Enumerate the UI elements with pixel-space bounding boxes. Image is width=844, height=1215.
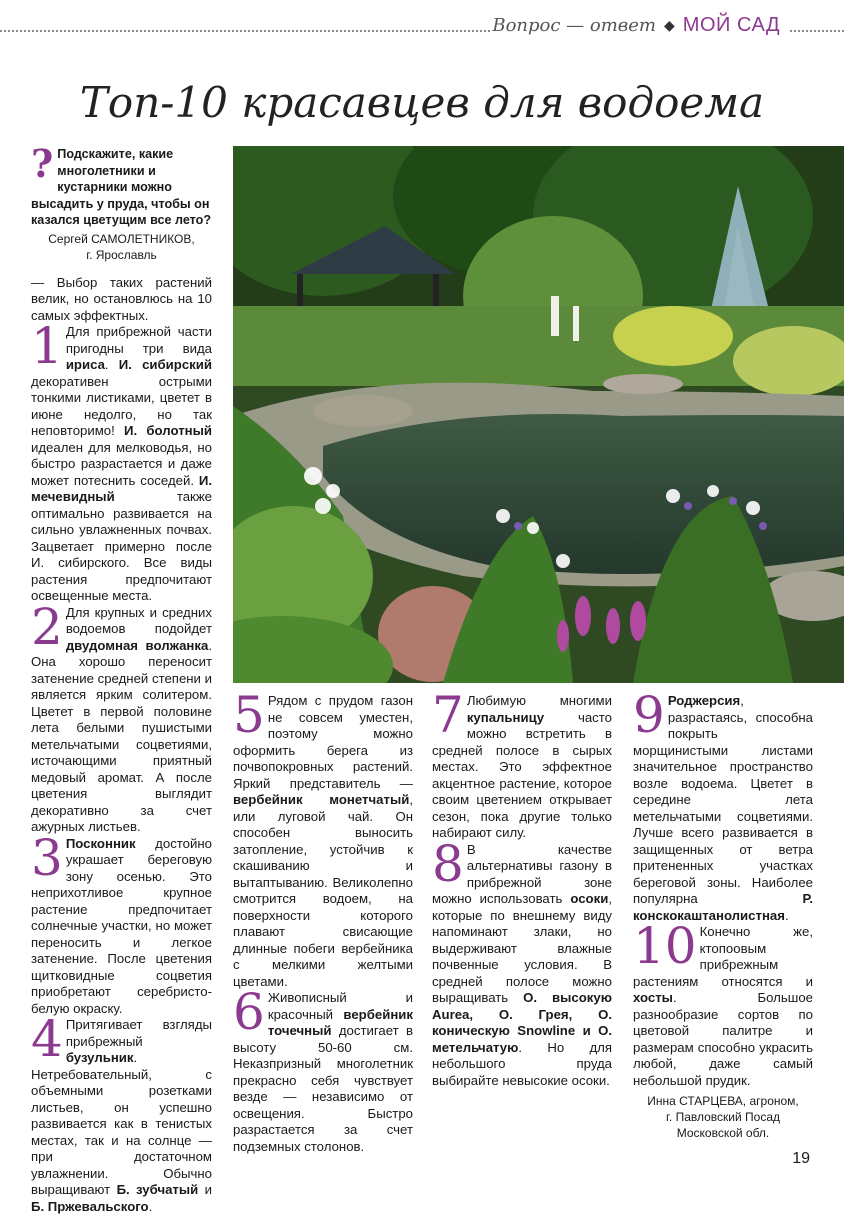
item-text: Живописный и красочный вербейник точечный достигает в высоту 50-60 см. Неказпризный многолетник прекрасно себя чувствует везде — независимо от освещения. Быстро разрастается за счет подземных столонов. [233,990,413,1154]
item-8 [432,834,612,1090]
signature-place: г. Павловский Посад [666,1110,780,1124]
running-header [492,14,780,37]
item-number: 4 [31,1010,63,1068]
question-mark: ? [31,141,54,186]
item-text: Рядом с прудом газон не совсем уместен, поэтому можно оформить берега из почвопокровных растений. Яркий представитель — вербейник монетчатый, или луговой чай. Он способен выносить затопление, устойчив к скашиванию и вытаптыванию. Великолепно смотрится водоем, на поверхности которого плавают свисающие длинные побеги вербейника с мелкими желтыми цветами. [233,693,413,989]
signature-region: Московской обл. [676,1126,770,1140]
item-text: Роджерсия, разрастаясь, способна покрыть морщинистыми листами значительное пространство возле водоема. Цветет в середине лета метельчатыми соцветиями. Лучше всего развивается в защищенных от ветра притененных участках береговой зоны. Наиболее популярна Р. конскокаштанолистная. [633,693,813,923]
item-text: Притягивает взгляды прибрежный бузульник. Нетребовательный, с объемными розетками листьев, он успешно развивается как в тенистых местах, так и на солнце — при достаточном увлажнении. Обычно выращивают Б. зубчатый и Б. Пржевальского. [31,1017,212,1214]
item-3 [31,828,212,1018]
diamond-icon: ◆ [664,17,675,33]
item-text: В качестве альтернативы газону в прибрежной зоне можно использовать осоки, которые по внешнему виду напоминают злаки, но выдерживают влажные почвенные условия. В средней полосе можно выращивать О. высокую Aurea, О. Грея, О. коническую Snowline и О. метельчатую. Но для небольшого пруда выбирайте невысокие осоки. [432,841,612,1088]
item-9 [633,686,813,924]
reader-question [31,141,212,229]
item-number: 9 [633,686,665,744]
item-number: 10 [633,917,697,975]
item-10 [633,917,813,1089]
item-number: 6 [233,983,265,1041]
item-text: Посконник достойно украшает береговую зону осенью. Это неприхотливое крупное растение предпочитает солнечные участки, но может переносить и легкое затенение. После цветения щитковидные соцветия приобретают серебристо-белую окраску. [31,835,212,1016]
item-text: Для прибрежной части пригодны три вида ириса. И. сибирский декоративен острыми тонкими листиками, цветет в июне недолго, но так неповторимо! И. болотный идеален для мелководья, но быстро разрастается и даже может потеснить соседей. И. мечевидный также оптимально развивается на сильно увлажненных почвах. Зацветает примерно после И. сибирского. Все виды растения предпочитают освещенные места. [31,324,212,603]
article-title: Топ-10 красавцев для водоема [79,78,765,127]
item-number: 3 [31,828,63,887]
column-1 [31,141,212,1215]
item-5 [233,686,413,990]
item-text: Любимую многими купальницу часто можно встретить в средней полосе в сырых местах. Это эффектное акцентное растение, которое своим цветением открывает сезон, пока другие только набирают силу. [432,693,612,840]
question-city: г. Ярославль [86,247,157,262]
pond-garden-photo [233,146,844,683]
item-text: Конечно же, ктопоовым прибрежным растениям относятся и хосты. Большое разнообразие сортов по цветовой палитре и размерам способно украсить любой, даже самый небольшой прудик. [633,924,813,1088]
item-2 [31,597,212,836]
item-7 [432,686,612,842]
item-number: 2 [31,597,63,656]
header-rule-left [0,30,490,32]
item-number: 8 [432,834,464,893]
section-label: Вопрос — ответ [492,15,657,36]
item-number: 7 [432,686,464,744]
header-rule-right [790,30,844,32]
item-number: 5 [233,686,265,744]
rubric-label: МОЙ САД [682,14,780,36]
item-text: Для крупных и средних водоемов подойдет двудомная волжанка. Она хорошо переносит затенение средней степени и является ярким солитером. Цветет в первой половине лета белыми пушистыми метельчатыми соцветиями, источающими приятный медовый аромат. А после цветения выглядит декоративно за счет ажурных листьев. [31,604,212,834]
page-number: 19 [792,1150,810,1167]
answer-intro: — Выбор таких растений велик, но остановлюсь на 10 самых эффектных. [31,274,212,323]
column-4 [633,686,813,1141]
column-3 [432,686,612,1089]
item-4 [31,1010,212,1215]
item-6 [233,983,413,1155]
item-1 [31,317,212,605]
item-number: 1 [31,317,63,375]
column-2 [233,686,413,1155]
question-author: Сергей САМОЛЕТНИКОВ, [48,231,195,246]
question-text: Подскажите, какие многолетники и кустарники можно высадить у пруда, чтобы он казался цветущим все лето? [31,147,212,227]
signature-name: Инна СТАРЦЕВА, агроном, [647,1094,799,1108]
